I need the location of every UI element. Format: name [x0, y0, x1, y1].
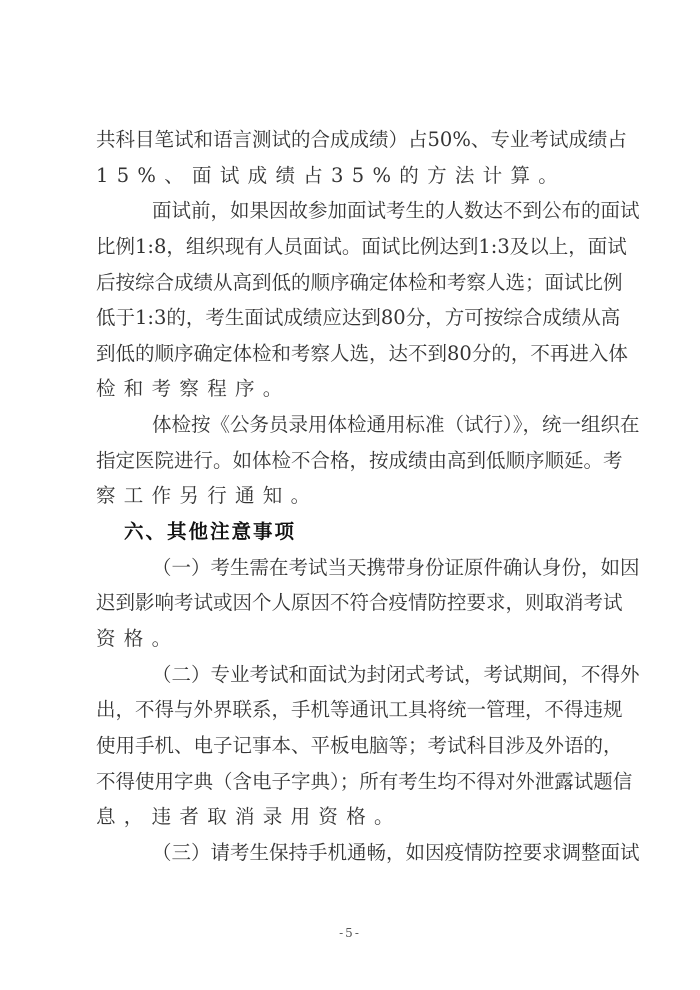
body-line: （三）请考生保持手机通畅，如因疫情防控要求调整面试	[152, 840, 640, 864]
body-line: 共科目笔试和语言测试的合成成绩）占50%、专业考试成绩占	[96, 128, 627, 151]
body-line: 指定医院进行。如体检不合格，按成绩由高到低顺序顺延。考	[96, 448, 623, 472]
document-page	[96, 122, 640, 870]
body-line: 息，违者取消录用资格。	[96, 805, 402, 829]
body-line: 迟到影响考试或因个人原因不符合疫情防控要求，则取消考试	[96, 591, 623, 615]
body-line: （二）专业考试和面试为封闭式考试，考试期间，不得外	[152, 662, 640, 686]
body-line: 使用手机、电子记事本、平板电脑等；考试科目涉及外语的，	[96, 733, 623, 757]
body-line: 资格。	[96, 626, 180, 650]
body-line: 后按综合成绩从高到低的顺序确定体检和考察人选；面试比例	[96, 270, 623, 294]
body-line: 察工作另行通知。	[96, 484, 319, 508]
body-line: 15%、面试成绩占35%的方法计算。	[96, 163, 567, 187]
page-number: -5-	[339, 926, 361, 940]
body-line: （一）考生需在考试当天携带身份证原件确认身份，如因	[152, 555, 640, 579]
body-line: 面试前，如果因故参加面试考生的人数达不到公布的面试	[152, 199, 640, 223]
body-line: 不得使用字典（含电子字典）；所有考生均不得对外泄露试题信	[96, 769, 633, 793]
section-heading: 六、其他注意事项	[124, 520, 297, 544]
body-line: 检和考察程序。	[96, 377, 291, 401]
body-line: 低于1:3的，考生面试成绩应达到80分，方可按综合成绩从高	[96, 306, 621, 330]
body-line: 出，不得与外界联系，手机等通讯工具将统一管理，不得违规	[96, 698, 623, 722]
body-line: 到低的顺序确定体检和考察人选，达不到80分的，不再进入体	[96, 341, 628, 365]
body-line: 体检按《公务员录用体检通用标准（试行）》，统一组织在	[152, 413, 640, 437]
body-line: 比例1:8，组织现有人员面试。面试比例达到1:3及以上，面试	[96, 234, 627, 258]
